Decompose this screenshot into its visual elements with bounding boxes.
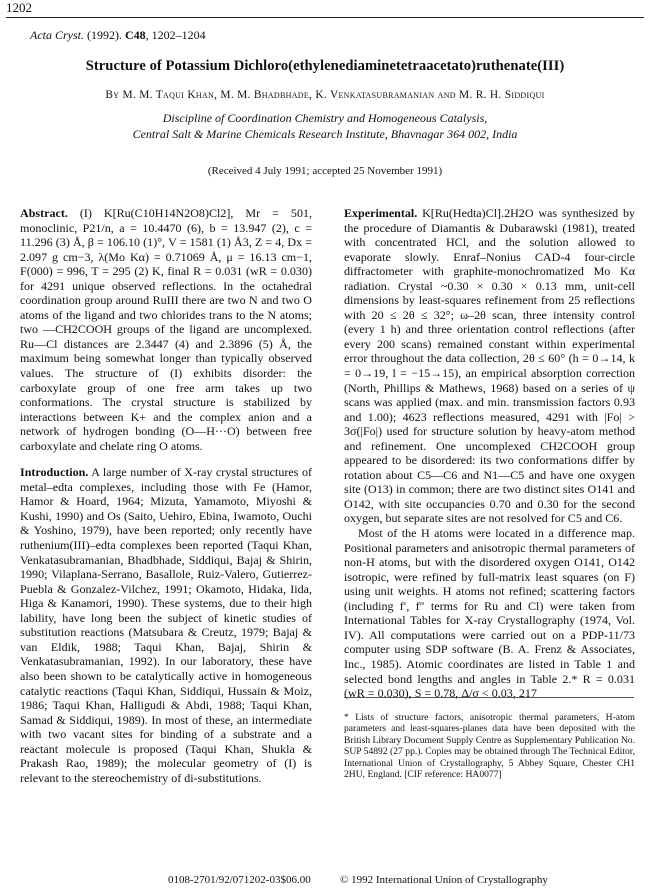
copyright-notice: © 1992 International Union of Crystallography	[340, 874, 548, 886]
journal-reference	[30, 28, 206, 43]
received-dates: (Received 4 July 1991; accepted 25 November 1991)	[207, 165, 443, 177]
footnote: * Lists of structure factors, anisotropic thermal parameters, H-atom parameters and least-squares-planes data have been deposited with the British Library Document Supply Centre as Supplementary Publication No. SUP 54892 (27 pp.). Copies may be obtained through The Technical Editor, International Union of Crystallography, 5 Abbey Square, Chester CH1 2HU, England. [CIF reference: HA0077]	[344, 712, 635, 781]
header-rule	[6, 17, 644, 18]
affiliation-line-2: Central Salt & Marine Chemicals Research Institute, Bhavnagar 364 002, India	[132, 127, 518, 141]
journal-year: (1992).	[84, 28, 125, 42]
experimental-heading: Experimental.	[344, 206, 418, 220]
journal-volume: C48	[125, 28, 146, 42]
affiliation	[0, 110, 650, 142]
experimental-text: K[Ru(Hedta)Cl].2H2O was synthesized by the procedure of Diamantis & Dubarawski (1981), treated with concentrated HCl, and the solution allowed to evaporate slowly. Enraf–Nonius CAD-4 four-circle diffractometer with graphite-monochromatized Mo Kα radiation. Crystal ~0.30 × 0.30 × 0.13 mm, unit-cell dimensions by least-squares refinement from 25 reflections with 20 ≤ 2θ ≤ 32°; ω–2θ scan, three intensity control (every 1 h) and three orientation control reflections (after every 200 scans) remained constant within experimental error throughout the data collection, 2θ ≤ 60° (h = 0→14, k = 0→19, l = −15→15), an empirical absorption correction (North, Phillips & Mathews, 1968) based on a series of ψ scans was applied (max. and min. transmission factors 0.93 and 1.00); 4623 reflections measured, 4291 with |Fo| > 3σ(|Fo|) used for structure solution by heavy-atom method and refinement. One uncomplexed CH2COOH group appeared to be disordered: its two conformations differ by rotation about C5—C6 and N1—C5 and have one oxygen site (O13) in common; there are two distinct sites O141 and O142, with site occupancies 0.70 and 0.30 for the second oxygen, but separate sites are not resolved for C5 and C6.	[344, 206, 635, 526]
journal-name: Acta Cryst.	[30, 28, 84, 42]
introduction-text: A large number of X-ray crystal structures of metal–edta complexes, including those with Fe (Hamor, Hamor & Hoard, 1964; Mizuta, Yamamoto, Miyoshi & Kushi, 1990) and Os (Saito, Uehiro, Ebina, Iwamoto, Ouchi & Yoshino, 1979), have been reported; only recently have ruthenium(III)–edta complexes been reported (Taqui Khan, Venkatasubramanian, Bhadbhade, Siddiqui, Bajaj & Shirin, 1990; Vilaplana-Serrano, Basallole, Ruiz-Valero, Gutierrez-Puebla & Gonzalez-Vilchez, 1991; Okamoto, Hidaka, Iida, Higa & Kanamori, 1990). These systems, due to their high lability, have long been the subject of kinetic studies of substitution reactions (Matsubara & Creutz, 1979; Bajaj & van Eldik, 1988; Taqui Khan, Bajaj, Shirin & Venkatasubramanian, 1992). In our laboratory, these have also been shown to be catalytically active in homogeneous catalytic reactions (Taqui Khan, Siddiqui, Hussain & Moiz, 1986; Taqui Khan, Halligudi & Abdi, 1988; Taqui Khan, Samad & Siddiqui, 1989). In most of these, an intermediate with two vacant sites for binding of a substrate and a reactant molecule is proposed (Taqui Khan, Shukla & Prakash Rao, 1989); the molecular geometry of (I) is relevant to the stereochemistry of di-substitutions.	[20, 465, 312, 785]
abstract-heading: Abstract.	[20, 206, 68, 220]
journal-pages: , 1202–1204	[145, 28, 206, 42]
abstract-paragraph	[20, 206, 312, 453]
left-column	[20, 206, 312, 785]
abstract-text: (I) K[Ru(C10H14N2O8)Cl2], Mr = 501, monoclinic, P21/n, a = 10.4470 (6), b = 13.947 (2), c = 11.296 (3) Å, β = 106.10 (1)°, V = 1581 (1) Å3, Z = 4, Dx = 2.097 g cm−3, λ(Mo Kα) = 0.71069 Å, μ = 16.13 cm−1, F(000) = 996, T = 295 (2) K, final R = 0.031 (wR = 0.030) for 4291 unique observed reflections. In the octahedral coordination group around RuIII there are two N and two O atoms of the ligand and two chlorides trans to the N atoms; two —CH2COOH groups of the ligand are uncomplexed. Ru—Cl distances are 2.3447 (4) and 2.3896 (5) Å, the maximum being somewhat longer than typically observed values. The structure of (I) exhibits disorder: the carboxylate group of one free arm takes up two conformations. The crystal structure is stabilized by interactions between K+ and the complex anion and a network of hydrogen bonding (O—H···O) between free carboxylate and chelate ring O atoms.	[20, 206, 313, 453]
experimental-paragraph	[344, 206, 635, 526]
introduction-paragraph	[20, 465, 312, 785]
author-list: By M. M. Taqui Khan, M. M. Bhadbhade, K. Venkatasubramanian and M. R. H. Siddiqui	[105, 89, 545, 101]
introduction-heading: Introduction.	[20, 465, 89, 480]
experimental-paragraph-2: Most of the H atoms were located in a difference map. Positional parameters and anisotropic thermal parameters of non-H atoms, but with the disordered oxygen O141, O142 isotropic, were refined by full-matrix least squares (on F) using unit weights. H atoms not refined; scattering factors (including f′, f″ terms for Ru and Cl) were taken from International Tables for X-ray Crystallography (1974, Vol. IV). All computations were carried out on a PDP-11/73 computer using SDP software (B. A. Frenz & Associates, Inc., 1985). Atomic coordinates are listed in Table 1 and selected bond lengths and angles in Table 2.* R = 0.031 (wR = 0.030), S = 0.78, Δ/σ < 0.03, 217	[344, 526, 635, 701]
issn-code: 0108-2701/92/071202-03$06.00	[168, 874, 311, 886]
page-number: 1202	[6, 0, 32, 15]
affiliation-line-1: Discipline of Coordination Chemistry and Homogeneous Catalysis,	[162, 111, 488, 125]
right-column	[344, 206, 635, 701]
article-title: Structure of Potassium Dichloro(ethylenediaminetetraacetato)ruthenate(III)	[85, 58, 565, 74]
footnote-rule	[344, 697, 634, 698]
